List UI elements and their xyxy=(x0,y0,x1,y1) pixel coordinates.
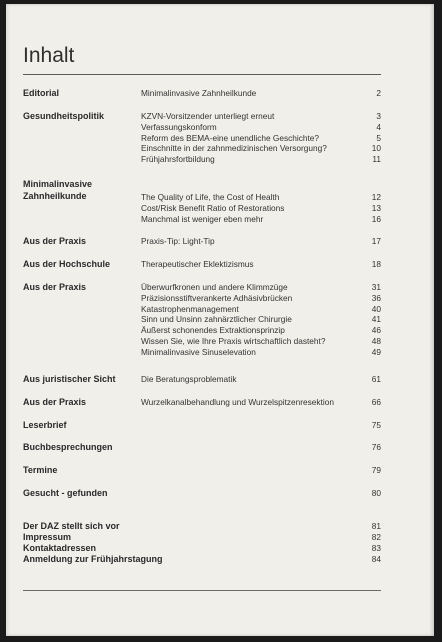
appendix-page-number: 82 xyxy=(371,532,381,542)
entry-title: KZVN-Vorsitzender unterliegt erneut xyxy=(141,111,275,121)
toc-entry[interactable] xyxy=(141,154,381,165)
appendix-item[interactable]: Impressum xyxy=(23,532,72,542)
section-heading: Termine xyxy=(23,465,58,475)
entry-title: Die Beratungsproblematik xyxy=(141,374,237,384)
toc-entry[interactable] xyxy=(141,325,381,336)
entry-title: Äußerst schonendes Extraktionsprinzip xyxy=(141,325,285,336)
entry-title: Katastrophenmanagement xyxy=(141,303,239,314)
entry-page-number: 3 xyxy=(376,111,381,121)
toc-entry[interactable] xyxy=(141,111,381,122)
appendix-page-number: 83 xyxy=(371,543,381,553)
entry-page-number: 48 xyxy=(371,336,381,346)
entry-title: Minimalinvasive Sinuselevation xyxy=(141,346,256,357)
section-heading: Minimalinvasive Zahnheilkunde xyxy=(23,179,93,201)
entry-page-number: 13 xyxy=(371,202,381,213)
section-heading: Aus der Praxis xyxy=(23,236,87,246)
entry-title: Präzisionsstiftverankerte Adhäsivbrücken xyxy=(141,292,293,303)
section-heading: Gesundheitspolitik xyxy=(23,111,105,121)
appendix-item[interactable]: Anmeldung zur Frühjahrstagung xyxy=(23,554,163,564)
section-heading: Aus der Praxis xyxy=(23,282,87,292)
entry-title: Verfassungskonform xyxy=(141,121,217,132)
entry-title: Minimalinvasive Zahnheilkunde xyxy=(141,88,257,98)
entry-title: The Quality of Life, the Cost of Health xyxy=(141,192,280,202)
entry-title: Praxis-Tip: Light-Tip xyxy=(141,236,215,246)
section-heading: Leserbrief xyxy=(23,420,67,430)
toc-entry[interactable] xyxy=(141,88,381,99)
toc-entry[interactable] xyxy=(141,420,381,431)
entry-page-number: 40 xyxy=(371,303,381,314)
toc-entry[interactable] xyxy=(141,214,381,225)
entry-title: Cost/Risk Benefit Ratio of Restorations xyxy=(141,202,285,213)
entry-page-number: 61 xyxy=(371,374,381,384)
appendix-item[interactable]: Der DAZ stellt sich vor xyxy=(23,521,120,531)
entry-page-number: 36 xyxy=(371,292,381,303)
toc-entry[interactable] xyxy=(141,336,381,347)
toc-entry[interactable] xyxy=(141,236,381,247)
entry-page-number: 76 xyxy=(371,442,381,452)
toc-entry[interactable] xyxy=(141,304,381,315)
toc-entry[interactable] xyxy=(141,282,381,293)
entry-title: Therapeutischer Eklektizismus xyxy=(141,259,254,269)
entry-page-number: 41 xyxy=(371,314,381,325)
toc-entry[interactable] xyxy=(141,442,381,453)
entry-page-number: 10 xyxy=(371,143,381,154)
entry-title: Überwurfkronen und andere Klimmzüge xyxy=(141,282,288,292)
bottom-divider xyxy=(23,590,381,591)
title-divider xyxy=(23,74,381,75)
toc-entry[interactable] xyxy=(141,203,381,214)
section-heading: Editorial xyxy=(23,88,60,98)
appendix-item[interactable]: Kontaktadressen xyxy=(23,543,97,553)
toc-entry[interactable] xyxy=(141,397,381,408)
entry-page-number: 2 xyxy=(376,88,381,98)
entry-page-number: 79 xyxy=(371,465,381,475)
toc-entry[interactable] xyxy=(141,122,381,133)
appendix-page-number: 84 xyxy=(371,554,381,564)
entry-page-number: 46 xyxy=(371,325,381,336)
entry-page-number: 17 xyxy=(371,236,381,246)
toc-entry[interactable] xyxy=(141,293,381,304)
entry-page-number: 4 xyxy=(376,121,381,132)
section-heading: Gesucht - gefunden xyxy=(23,488,108,498)
toc-entry[interactable] xyxy=(141,314,381,325)
section-heading: Buchbesprechungen xyxy=(23,442,113,452)
page-title: Inhalt xyxy=(23,44,75,67)
appendix-page-number: 81 xyxy=(371,521,381,531)
entry-page-number: 80 xyxy=(371,488,381,498)
toc-entry[interactable] xyxy=(141,465,381,476)
section-heading: Aus der Praxis xyxy=(23,397,87,407)
toc-entry[interactable] xyxy=(141,374,381,385)
toc-entry[interactable] xyxy=(141,192,381,203)
entry-title: Wurzelkanalbehandlung und Wurzelspitzenresektion xyxy=(141,397,334,407)
section-heading: Aus juristischer Sicht xyxy=(23,374,116,384)
entry-page-number: 16 xyxy=(371,213,381,224)
entry-page-number: 66 xyxy=(371,397,381,407)
toc-entry[interactable] xyxy=(141,143,381,154)
entry-page-number: 31 xyxy=(371,282,381,292)
entry-title: Frühjahrsfortbildung xyxy=(141,154,215,165)
entry-page-number: 11 xyxy=(372,154,381,165)
entry-page-number: 49 xyxy=(371,346,381,357)
entry-title: Sinn und Unsinn zahnärztlicher Chirurgie xyxy=(141,314,292,325)
entry-title: Manchmal ist weniger eben mehr xyxy=(141,213,264,224)
entry-title: Einschnitte in der zahnmedizinischen Versorgung? xyxy=(141,143,327,154)
entry-page-number: 18 xyxy=(371,259,381,269)
toc-entry[interactable] xyxy=(141,133,381,144)
entry-title: Wissen Sie, wie Ihre Praxis wirtschaftlich dasteht? xyxy=(141,336,326,346)
toc-entry[interactable] xyxy=(141,347,381,358)
toc-entry[interactable] xyxy=(141,488,381,499)
toc-page xyxy=(6,4,434,636)
section-heading: Aus der Hochschule xyxy=(23,259,111,269)
entry-page-number: 75 xyxy=(371,420,381,430)
entry-title: Reform des BEMA-eine unendliche Geschichte? xyxy=(141,132,320,143)
entry-page-number: 12 xyxy=(371,192,381,202)
toc-entry[interactable] xyxy=(141,259,381,270)
entry-page-number: 5 xyxy=(376,132,381,143)
